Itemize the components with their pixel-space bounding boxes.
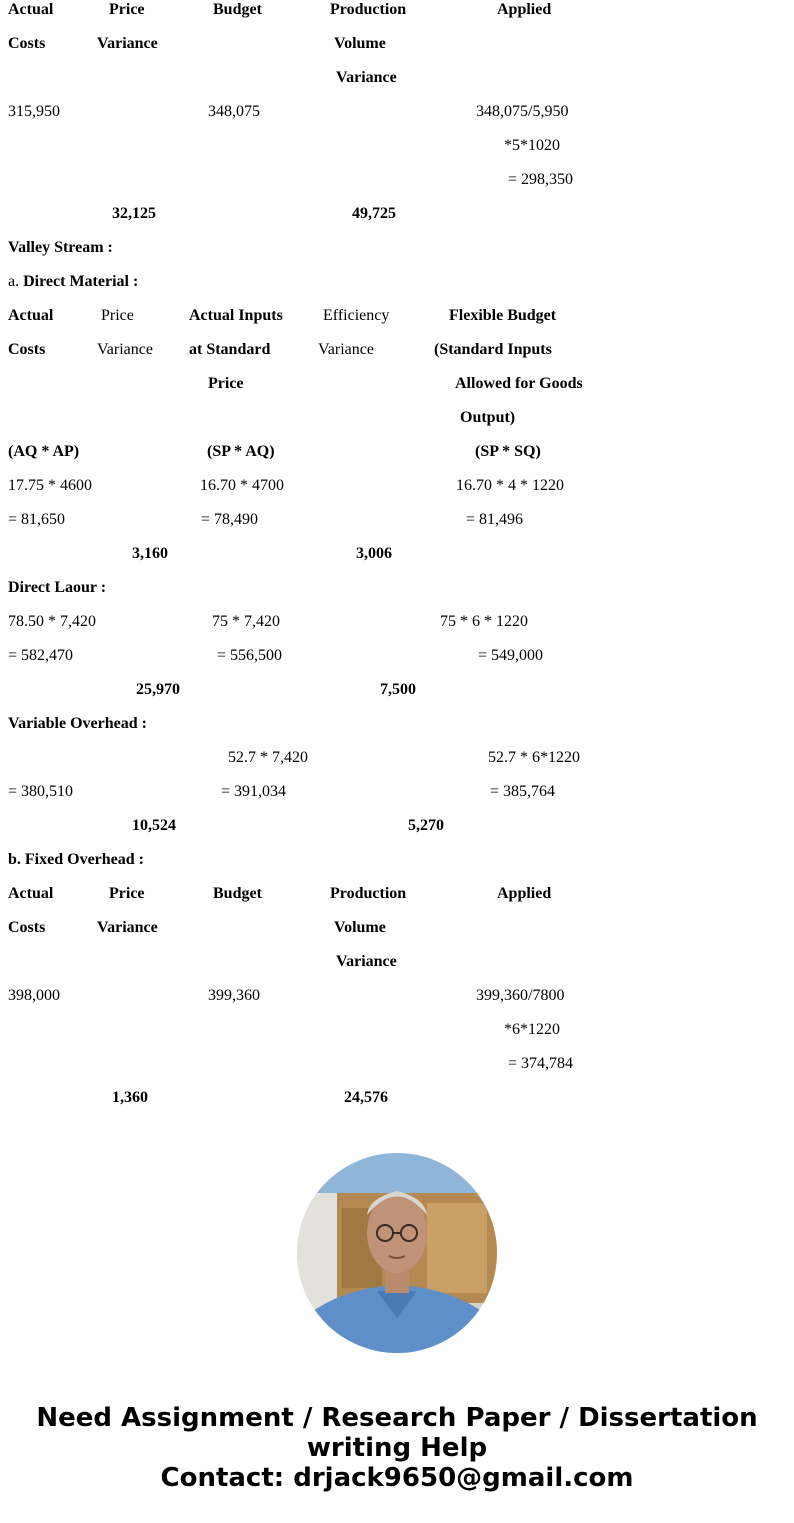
contact-banner [0, 1403, 794, 1493]
header-costs: Costs [8, 35, 46, 52]
dl-calc-actual: 78.50 * 7,420 [8, 613, 96, 630]
dm-result-standard: = 78,490 [201, 511, 259, 528]
fo-actual-value: 398,000 [8, 987, 60, 1004]
dm-header-efficiency: Efficiency [323, 307, 390, 324]
author-photo [297, 1153, 497, 1353]
dm-result-actual: = 81,650 [8, 511, 66, 528]
dl-result-actual: = 582,470 [8, 647, 74, 664]
dm-calc-actual: 17.75 * 4600 [8, 477, 92, 494]
fo-header-costs: Costs [8, 919, 46, 936]
fo-budget-value: 399,360 [208, 987, 260, 1004]
dm-efficiency-variance: 3,006 [356, 545, 392, 562]
variable-overhead-heading: Variable Overhead : [8, 715, 147, 732]
portrait-illustration [297, 1153, 497, 1353]
header-actual: Actual [8, 1, 54, 18]
formula-sp-aq: (SP * AQ) [207, 443, 275, 460]
vo-calc-standard: 52.7 * 7,420 [228, 749, 308, 766]
dm-header-at-standard: at Standard [189, 341, 271, 358]
fixed-overhead-heading: b. Fixed Overhead : [8, 851, 144, 868]
fo-header-variance: Variance [97, 919, 158, 936]
dm-header-costs: Costs [8, 341, 46, 358]
vo-spending-variance: 10,524 [132, 817, 176, 834]
dm-result-flexible: = 81,496 [466, 511, 524, 528]
vo-efficiency-variance: 5,270 [408, 817, 444, 834]
dm-price-variance: 3,160 [132, 545, 168, 562]
vo-calc-flexible: 52.7 * 6*1220 [488, 749, 580, 766]
formula-sp-sq: (SP * SQ) [475, 443, 541, 460]
banner-contact: Contact: drjack9650@gmail.com [160, 1463, 634, 1493]
dm-header-variance: Variance [97, 341, 153, 358]
dm-calc-standard: 16.70 * 4700 [200, 477, 284, 494]
applied-calc-2: *5*1020 [504, 137, 560, 154]
heading-text: Direct Material : [23, 273, 139, 290]
banner-line-1: Need Assignment / Research Paper / Dissertation [36, 1403, 758, 1433]
formula-aq-ap: (AQ * AP) [8, 443, 80, 460]
header-production: Production [330, 1, 407, 18]
fo-header-actual: Actual [8, 885, 54, 902]
fo-header-price: Price [109, 885, 145, 902]
volume-variance-value: 49,725 [352, 205, 396, 222]
dl-result-flexible: = 549,000 [478, 647, 544, 664]
fo-header-budget: Budget [213, 885, 262, 902]
dm-calc-flexible: 16.70 * 4 * 1220 [456, 477, 564, 494]
header-volume-variance: Variance [336, 69, 397, 86]
dm-header-output: Output) [460, 409, 516, 426]
dl-calc-standard: 75 * 7,420 [212, 613, 280, 630]
fo-header-volume: Volume [334, 919, 386, 936]
fo-volume-variance: 24,576 [344, 1089, 388, 1106]
fo-price-variance: 1,360 [112, 1089, 148, 1106]
fo-applied-result: = 374,784 [508, 1055, 574, 1072]
dm-header-allowed: Allowed for Goods [455, 375, 583, 392]
vo-result-actual: = 380,510 [8, 783, 74, 800]
dm-header-flexible-budget: Flexible Budget [449, 307, 557, 324]
dl-result-standard: = 556,500 [217, 647, 283, 664]
dm-header-standard-inputs: (Standard Inputs [434, 341, 552, 358]
section-title-valley-stream: Valley Stream : [8, 239, 113, 256]
vo-result-standard: = 391,034 [221, 783, 287, 800]
header-price: Price [109, 1, 145, 18]
fo-header-applied: Applied [497, 885, 552, 902]
dm-header-efficiency-variance: Variance [318, 341, 374, 358]
header-volume: Volume [334, 35, 386, 52]
applied-result: = 298,350 [508, 171, 574, 188]
applied-calc-1: 348,075/5,950 [476, 103, 569, 120]
price-variance-value: 32,125 [112, 205, 156, 222]
fo-applied-calc-1: 399,360/7800 [476, 987, 565, 1004]
banner-line-2: writing Help [306, 1433, 488, 1463]
dm-header-price: Price [101, 307, 134, 324]
header-variance: Variance [97, 35, 158, 52]
dl-efficiency-variance: 7,500 [380, 681, 416, 698]
direct-labour-heading: Direct Laour : [8, 579, 107, 596]
dl-rate-variance: 25,970 [136, 681, 180, 698]
fo-header-production: Production [330, 885, 407, 902]
header-applied: Applied [497, 1, 552, 18]
dm-header-price-2: Price [208, 375, 244, 392]
fo-header-volume-variance: Variance [336, 953, 397, 970]
fo-applied-calc-2: *6*1220 [504, 1021, 560, 1038]
dm-header-actual-inputs: Actual Inputs [189, 307, 283, 324]
direct-material-heading [8, 272, 138, 292]
header-budget: Budget [213, 1, 262, 18]
heading-prefix: a. [8, 273, 24, 290]
budget-value: 348,075 [208, 103, 260, 120]
vo-result-flexible: = 385,764 [490, 783, 556, 800]
actual-cost-value: 315,950 [8, 103, 60, 120]
dl-calc-flexible: 75 * 6 * 1220 [440, 613, 528, 630]
dm-header-actual: Actual [8, 307, 54, 324]
